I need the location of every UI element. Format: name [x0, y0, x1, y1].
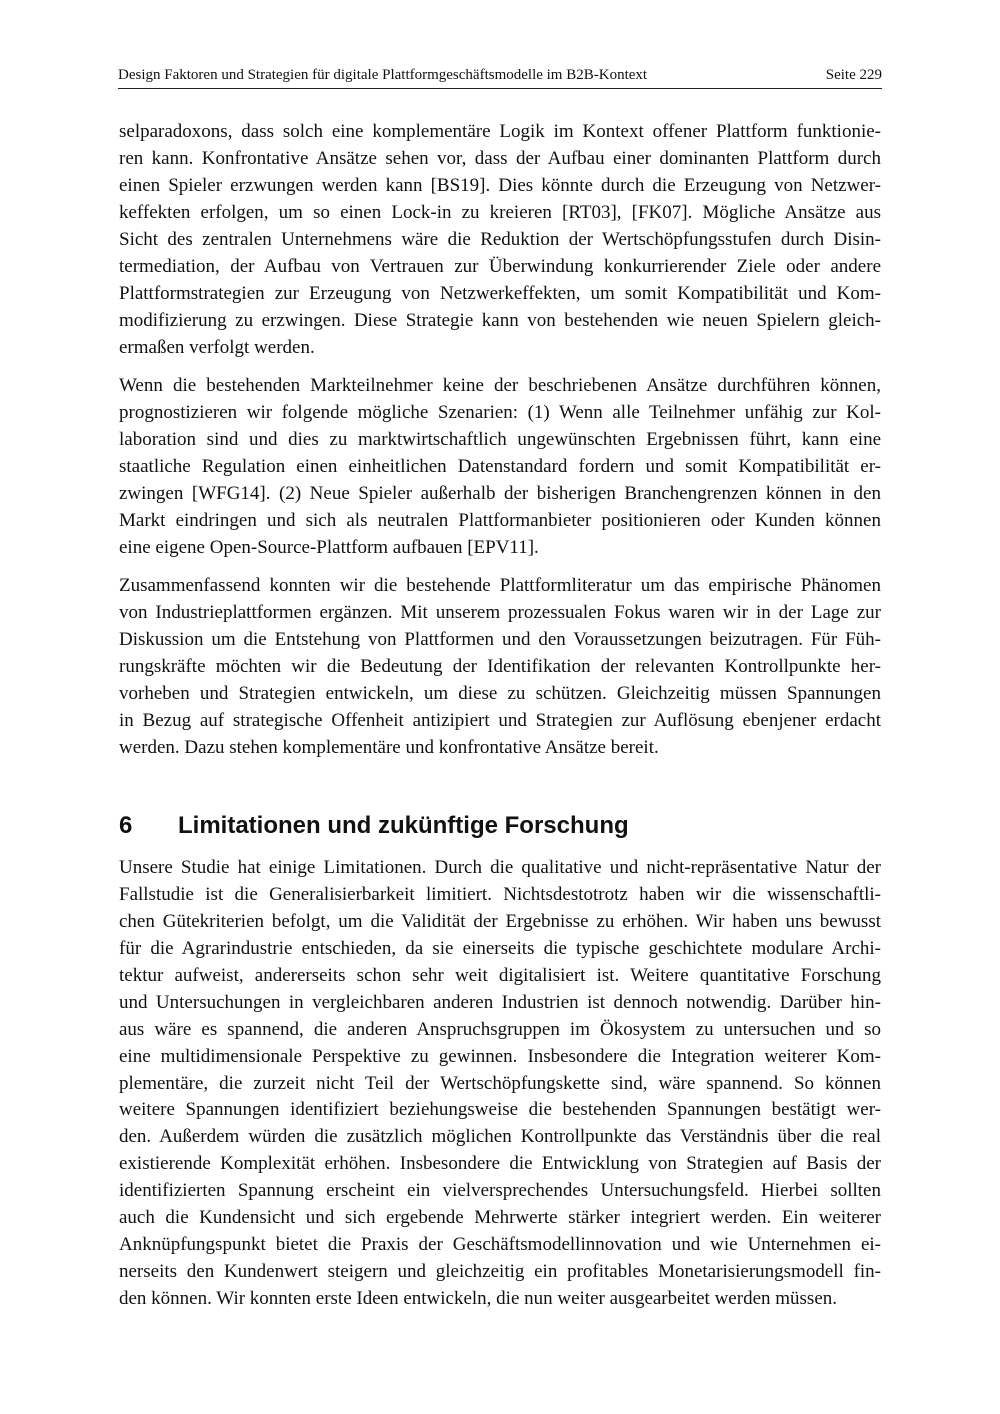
text-line: aus wäre es spannend, die anderen Anspruchsgruppen im Ökosystem zu untersuchen und so: [119, 1018, 881, 1040]
text-line: prognostizieren wir folgende mögliche Szenarien: (1) Wenn alle Teilnehmer unfähig zur Kol-: [119, 401, 881, 423]
text-line: ermaßen verfolgt werden.: [119, 336, 315, 358]
text-line: Sicht des zentralen Unternehmens wäre die Reduktion der Wertschöpfungsstufen durch Disin-: [119, 228, 881, 250]
text-line: einen Spieler erzwungen werden kann [BS19]. Dies könnte durch die Erzeugung von Netzwer-: [119, 174, 881, 196]
text-line: eine multidimensionale Perspektive zu gewinnen. Insbesondere die Integration weiterer Kom-: [119, 1045, 881, 1067]
text-line: von Industrieplattformen ergänzen. Mit unserem prozessualen Fokus waren wir in der Lage zur: [119, 601, 881, 623]
text-line: weitere Spannungen identifiziert beziehungsweise die bestehenden Spannungen bestätigt wer-: [119, 1099, 881, 1121]
text-line: Diskussion um die Entstehung von Plattformen und den Voraussetzungen beizutragen. Für Füh-: [119, 628, 881, 650]
text-line: Zusammenfassend konnten wir die bestehende Plattformliteratur um das empirische Phänomen: [119, 575, 881, 596]
text-line: tektur aufweist, andererseits schon sehr weit digitalisiert ist. Weitere quantitative Forschung: [119, 964, 881, 986]
section-title: Limitationen und zukünftige Forschung: [178, 812, 629, 839]
text-line: Anknüpfungspunkt bietet die Praxis der Geschäftsmodellinnovation und wie Unternehmen ei-: [119, 1234, 881, 1256]
text-line: chen Gütekriterien befolgt, um die Validität der Ergebnisse zu erhöhen. Wir haben uns bewusst: [119, 910, 881, 932]
paragraph: [119, 573, 881, 762]
text-line: den. Außerdem würden die zusätzlich möglichen Kontrollpunkte das Verständnis über die real: [119, 1126, 881, 1148]
text-line: auch die Kundensicht und sich ergebende Mehrwerte stärker integriert werden. Ein weiterer: [119, 1207, 881, 1229]
text-line: laboration sind und dies zu marktwirtschaftlich ungewünschten Ergebnissen führt, kann eine: [119, 428, 881, 450]
text-line: plementäre, die zurzeit nicht Teil der Wertschöpfungskette sind, wäre spannend. So können: [119, 1072, 881, 1094]
text-line: und Untersuchungen in vergleichbaren anderen Industrien ist dennoch notwendig. Darüber hin-: [119, 991, 881, 1013]
text-line: für die Agrarindustrie entschieden, da sie einerseits die typische geschichtete modulare Archi-: [119, 937, 881, 959]
paragraph: [119, 373, 881, 562]
text-line: Unsere Studie hat einige Limitationen. Durch die qualitative und nicht-repräsentative Natur der: [119, 857, 881, 878]
text-line: Markt eindringen und sich als neutralen Plattformanbieter positionieren oder Kunden können: [119, 509, 881, 531]
text-line: modifizierung zu erzwingen. Diese Strategie kann von bestehenden wie neuen Spielern gleich-: [119, 309, 881, 331]
text-line: termediation, der Aufbau von Vertrauen zur Überwindung konkurrierender Ziele oder andere: [119, 255, 881, 277]
text-line: Plattformstrategien zur Erzeugung von Netzwerkeffekten, um somit Kompatibilität und Kom-: [119, 282, 881, 304]
paragraph: [119, 855, 881, 1313]
section-number: 6: [119, 812, 133, 839]
text-line: keffekten erfolgen, um so einen Lock-in zu kreieren [RT03], [FK07]. Mögliche Ansätze aus: [119, 201, 881, 223]
text-line: identifizierten Spannung erscheint ein vielversprechendes Untersuchungsfeld. Hierbei sollten: [119, 1180, 881, 1202]
paragraph: [119, 119, 881, 361]
text-line: ren kann. Konfrontative Ansätze sehen vor, dass der Aufbau einer dominanten Plattform durch: [119, 147, 881, 169]
text-line: staatliche Regulation einen einheitlichen Datenstandard fordern und somit Kompatibilität er-: [119, 455, 881, 477]
text-line: eine eigene Open-Source-Plattform aufbauen [EPV11].: [119, 536, 539, 558]
text-line: selparadoxons, dass solch eine komplementäre Logik im Kontext offener Plattform funktionie-: [119, 121, 881, 142]
text-line: zwingen [WFG14]. (2) Neue Spieler außerhalb der bisherigen Branchengrenzen können in den: [119, 482, 881, 504]
text-line: Wenn die bestehenden Markteilnehmer keine der beschriebenen Ansätze durchführen können,: [119, 375, 881, 396]
text-line: werden. Dazu stehen komplementäre und konfrontative Ansätze bereit.: [119, 736, 659, 758]
text-line: nerseits den Kundenwert steigern und gleichzeitig ein profitables Monetarisierungsmodell fin-: [119, 1261, 881, 1283]
text-line: existierende Komplexität erhöhen. Insbesondere die Entwicklung von Strategien auf Basis der: [119, 1153, 881, 1175]
text-line: rungskräfte möchten wir die Bedeutung der Identifikation der relevanten Kontrollpunkte her-: [119, 655, 881, 677]
running-title: Design Faktoren und Strategien für digitale Plattformgeschäftsmodelle im B2B-Kontext: [118, 67, 648, 83]
text-line: in Bezug auf strategische Offenheit antizipiert und Strategien zur Auflösung ebenjener erdacht: [119, 709, 881, 731]
page-number: Seite 229: [825, 67, 882, 83]
text-line: den können. Wir konnten erste Ideen entwickeln, die nun weiter ausgearbeitet werden müssen.: [119, 1288, 838, 1309]
text-line: vorheben und Strategien entwickeln, um diese zu schützen. Gleichzeitig müssen Spannungen: [119, 682, 881, 704]
text-line: Fallstudie ist die Generalisierbarkeit limitiert. Nichtsdestotrotz haben wir die wissenschaftli-: [119, 883, 881, 905]
running-header: [118, 64, 882, 89]
